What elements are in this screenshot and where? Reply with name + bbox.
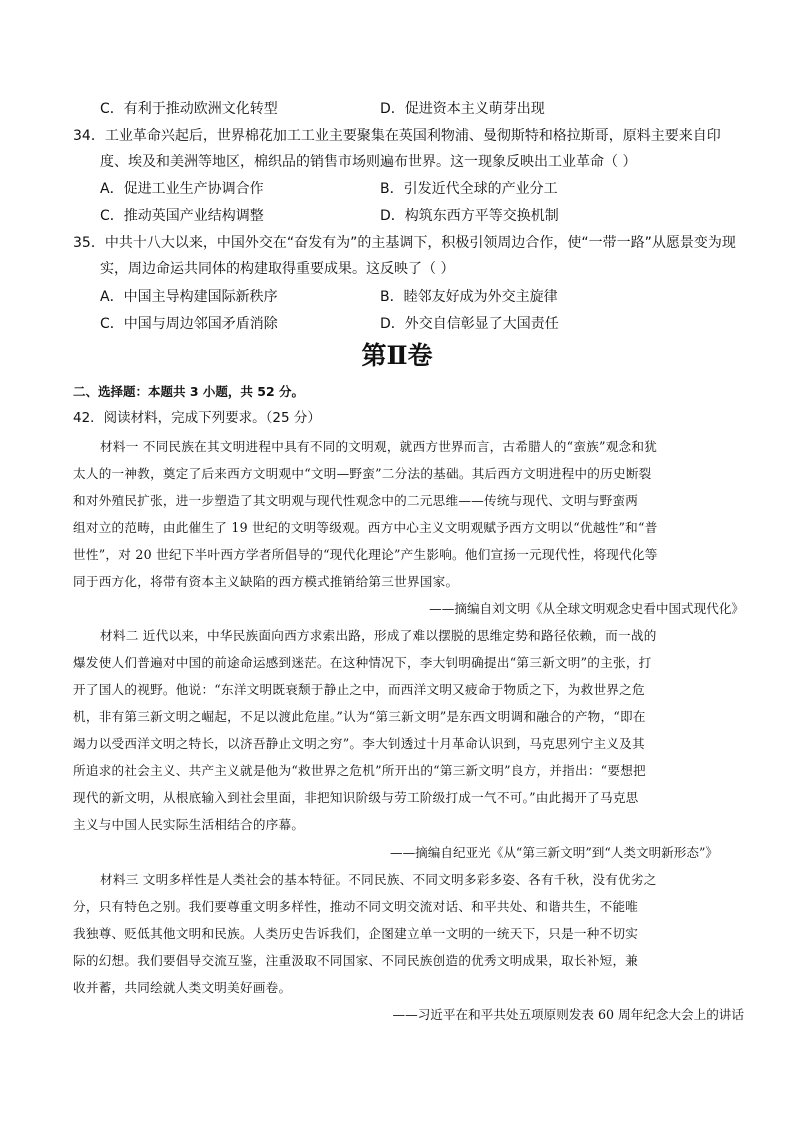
q35-option-b: B．睦邻友好成为外交主旋律 [380, 289, 558, 305]
q35-stem-line-1: 35．中共十八大以来，中国外交在“奋发有为”的主基调下，积极引领周边合作，使“一带一路”从愿景变为现 [73, 235, 736, 251]
material-1-line: 同于西方化，将带有资本主义缺陷的西方模式推销给第三世界国家。 [73, 574, 459, 589]
q33-option-d: D．促进资本主义萌芽出现 [380, 101, 545, 117]
material-3-line: 收并蓄，共同绘就人类文明美好画卷。 [73, 980, 292, 995]
material-3-line: 分，只有特色之别。我们要尊重文明多样性，推动不同文明交流对话、和平共处、和谐共生，不能唯 [73, 899, 639, 914]
q35-option-a: A．中国主导构建国际新秩序 [100, 289, 278, 305]
material-2-line: 机，非有第三新文明之崛起，不足以渡此危崖。”认为“第三新文明”是东西文明调和融合的产物，“即在 [73, 709, 646, 724]
material-2-line: 竭力以受西洋文明之特长，以济吾静止文明之穷”。李大钊透过十月革命认识到，马克思列宁主义及其 [73, 736, 645, 751]
q34-stem-line-2: 度、埃及和美洲等地区，棉织品的销售市场则遍布世界。这一现象反映出工业革命（ ） [100, 154, 637, 170]
material-2-line: 所追求的社会主义、共产主义就是他为“救世界之危机”所开出的“第三新文明”良方，并指出：“要想把 [73, 763, 646, 778]
material-1-line: 和对外殖民扩张，进一步塑造了其文明观与现代性观念中的二元思维——传统与现代、文明与野蛮两 [73, 493, 639, 508]
material-1-line: 材料一 不同民族在其文明进程中具有不同的文明观，就西方世界而言，古希腊人的“蛮族”观念和犹 [100, 439, 658, 454]
material-3-line: 我独尊、贬低其他文明和民族。人类历史告诉我们，企图建立单一文明的一统天下，只是一种不切实 [73, 926, 639, 941]
material-2-line: 材料二 近代以来，中华民族面向西方求索出路，形成了难以摆脱的思维定势和路径依赖，而一战的 [100, 628, 657, 643]
material-2-line: 爆发使人们普遍对中国的前途命运感到迷茫。在这种情况下，李大钊明确提出“第三新文明”的主张，打 [73, 655, 652, 670]
material-1-source: ——摘编自刘文明《从全球文明观念史看中国式现代化》 [429, 601, 744, 616]
material-2-line: 主义与中国人民实际生活相结合的序幕。 [73, 817, 305, 832]
material-1-line: 世性”，对 20 世纪下半叶西方学者所倡导的“现代化理论”产生影响。他们宣扬一元现代性，将现代化等 [73, 547, 658, 562]
q34-option-c: C．推动英国产业结构调整 [100, 208, 264, 224]
q34-option-d: D．构筑东西方平等交换机制 [380, 208, 559, 224]
material-3-line: 际的幻想。我们要倡导交流互鉴，注重汲取不同国家、不同民族创造的优秀文明成果，取长补短，兼 [73, 953, 639, 968]
q34-option-b: B．引发近代全球的产业分工 [380, 181, 558, 197]
material-1-line: 组对立的范畴，由此催生了 19 世纪的文明等级观。西方中心主义文明观赋予西方文明以“优越性”和“普 [73, 520, 658, 535]
q42-stem: 42．阅读材料，完成下列要求。（25 分） [73, 410, 321, 426]
q34-stem-line-1: 34．工业革命兴起后，世界棉花加工工业主要聚集在英国利物浦、曼彻斯特和格拉斯哥，原料主要来自印 [73, 128, 721, 144]
q35-stem-line-2: 实，周边命运共同体的构建取得重要成果。这反映了（ ） [100, 261, 455, 277]
material-3-line: 材料三 文明多样性是人类社会的基本特征。不同民族、不同文明多彩多姿、各有千秋，没有优劣之 [100, 872, 657, 887]
material-2-line: 现代的新文明，从根底输入到社会里面，非把知识阶级与劳工阶级打成一气不可。”由此揭开了马克思 [73, 790, 639, 805]
section-heading: 二、选择题：本题共 3 小题，共 52 分。 [73, 384, 305, 399]
material-1-line: 太人的一神教，奠定了后来西方文明观中“文明—野蛮”二分法的基础。其后西方文明进程中的历史断裂 [73, 466, 652, 481]
material-2-line: 开了国人的视野。他说：“东洋文明既衰颓于静止之中，而西洋文明又疲命于物质之下，为救世界之危 [73, 682, 645, 697]
q33-option-c: C．有利于推动欧洲文化转型 [100, 101, 278, 117]
q34-option-a: A．促进工业生产协调合作 [100, 181, 264, 197]
material-2-source: ——摘编自纪亚光《从“第三新文明”到“人类文明新形态”》 [389, 845, 718, 860]
part-title: 第Ⅱ卷 [361, 341, 433, 370]
q35-option-d: D．外交自信彰显了大国责任 [380, 316, 559, 332]
material-3-source: ——习近平在和平共处五项原则发表 60 周年纪念大会上的讲话 [392, 1007, 744, 1022]
q35-option-c: C．中国与周边邻国矛盾消除 [100, 316, 278, 332]
